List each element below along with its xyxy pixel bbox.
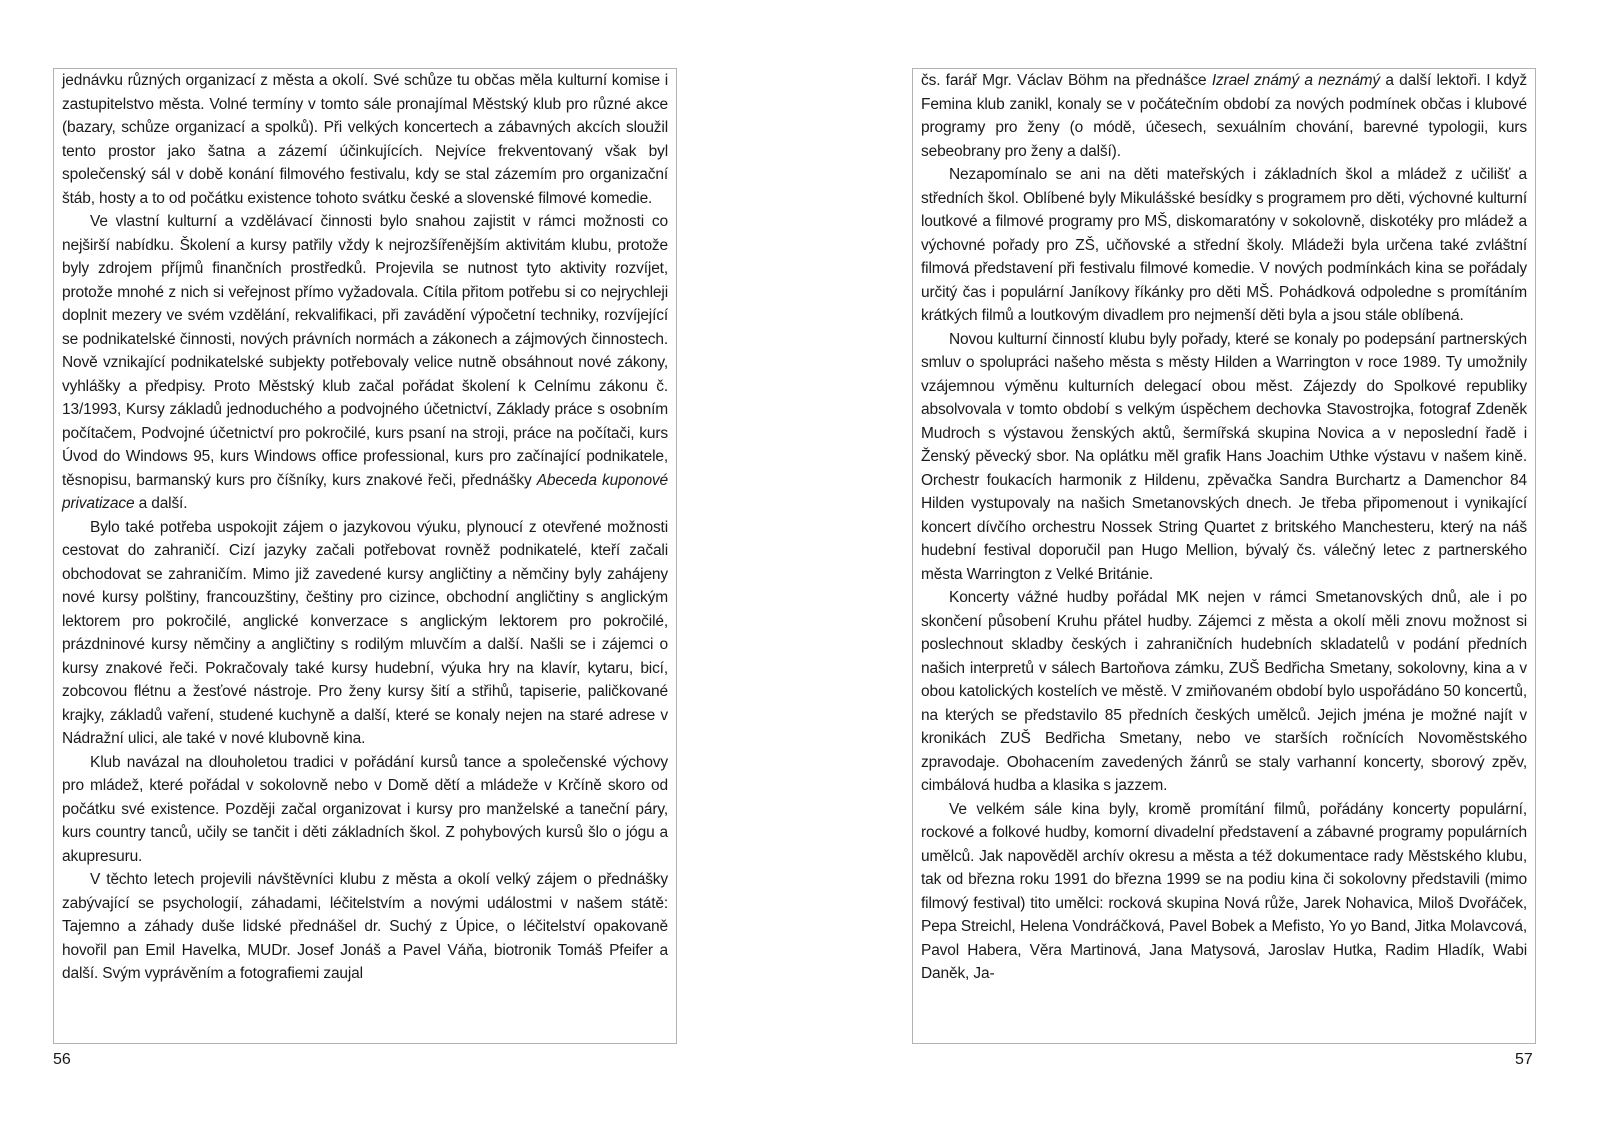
paragraph-text: jednávku různých organizací z města a okolí. Své schůze tu občas měla kulturní komise i zastupitelstvo města. Volné termíny v tomto sále pronajímal Městský klub pro různé akce (bazary, schůze organizací a spolků). Při velkých koncertech a zábavných akcích sloužil tento prostor jako šatna a zázemí účinkujících. Nejvíce frekventovaný však byl společenský sál v době konání filmového festivalu, kdy se stal zázemím pro organizační štáb, hosty a to od počátku existence tohoto svátku české a slovenské filmové komedie. bbox=[62, 72, 668, 207]
paragraph bbox=[921, 328, 1527, 587]
paragraph bbox=[62, 69, 668, 210]
paragraph bbox=[62, 751, 668, 869]
paragraph bbox=[921, 163, 1527, 328]
paragraph-text: Koncerty vážné hudby pořádal MK nejen v rámci Smetanovských dnů, ale i po skončení působení Kruhu přátel hudby. Zájemci z města a okolí měli znovu možnost si poslechnout skladby českých i zahraničních hudebních skladatelů v podání předních našich interpretů v sálech Bartoňova zámku, ZUŠ Bedřicha Smetany, sokolovny, kina a v obou katolických kostelích ve městě. V zmiňovaném období bylo uspořádáno 50 koncertů, na kterých se představilo 85 předních českých umělců. Jejich jména je možné najít v kronikách ZUŠ Bedřicha Smetany, nebo ve starších ročnících Novoměstského zpravodaje. Obohacením zavedených žánrů se staly varhanní koncerty, sborový zpěv, cimbálová hudba a klasika s jazzem. bbox=[921, 589, 1527, 794]
paragraph-text: Ve velkém sále kina byly, kromě promítání filmů, pořádány koncerty populární, rockové a folkové hudby, komorní divadelní představení a zábavné programy populárních umělců. Jak napověděl archív okresu a města a též dokumentace rady Městského klubu, tak od března roku 1991 do března 1999 se na podiu kina či sokolovny představili (mimo filmový festival) tito umělci: rocková skupina Nová růže, Jarek Nohavica, Miloš Dvořáček, Pepa Streichl, Helena Vondráčková, Pavel Bobek a Mefisto, Yo yo Band, Jitka Molavcová, Pavol Habera, Věra Martinová, Jana Matysová, Jaroslav Hutka, Radim Hladík, Wabi Daněk, Ja- bbox=[921, 800, 1527, 982]
paragraph-text: Nezapomínalo se ani na děti mateřských i základních škol a mládež z učilišť a středních škol. Oblíbené byly Mikulášské besídky s programem pro děti, výchovné kulturní loutkové a filmové programy pro MŠ, diskomaratóny v sokolovně, diskotéky pro mládež a výchovné pořady pro ZŠ, učňovské a střední školy. Mládeži byla určena také zvláštní filmová představení při festivalu filmové komedie. V nových podmínkách kina se pořádaly určitý čas i populární Janíkovy říkánky pro děti MŠ. Pohádková odpoledne s promítáním krátkých filmů a loutkovým divadlem pro nejmenší děti byla a jsou stále oblíbená. bbox=[921, 166, 1527, 324]
paragraph bbox=[921, 798, 1527, 986]
paragraph bbox=[921, 69, 1527, 163]
paragraph-text: čs. farář Mgr. Václav Böhm na přednášce bbox=[921, 72, 1212, 89]
left-page bbox=[53, 68, 677, 1044]
right-page-number: 57 bbox=[1515, 1051, 1533, 1068]
paragraph-text: Ve vlastní kulturní a vzdělávací činnosti bylo snahou zajistit v rámci možnosti co nejširší nabídku. Školení a kursy patřily vždy k nejrozšířenějším aktivitám klubu, protože byly zdrojem příjmů finančních prostředků. Projevila se nutnost tyto aktivity rozvíjet, protože mnohé z nich si veřejnost přímo vyžadovala. Cítila přitom potřebu si co nejrychleji doplnit mezery ve svém vzdělání, rekvalifikaci, při zavádění výpočetní techniky, rozvíjející se podnikatelské činnosti, nových právních normách a zákonech a zájmových činnostech. Nově vznikající podnikatelské subjekty potřebovaly velice nutně obsáhnout nové zákony, vyhlášky a předpisy. Proto Městský klub začal pořádat školení k Celnímu zákonu č. 13/1993, Kursy základů jednoduchého a podvojného účetnictví, Základy práce s osobním počítačem, Podvojné účetnictví pro pokročilé, kurs psaní na stroji, práce na počítači, kurs Úvod do Windows 95, kurs Windows office professional, kurs pro začínající podnikatele, těsnopisu, barmanský kurs pro číšníky, kurs znakové řeči, přednášky bbox=[62, 213, 668, 489]
paragraph-text: a další. bbox=[134, 495, 188, 512]
paragraph bbox=[921, 586, 1527, 798]
paragraph-text: V těchto letech projevili návštěvníci klubu z města a okolí velký zájem o přednášky zabývající se psychologií, záhadami, léčitelstvím a novými událostmi v našem státě: Tajemno a záhady duše lidské přednášel dr. Suchý z Úpice, o léčitelství opakovaně hovořil pan Emil Havelka, MUDr. Josef Jonáš a Pavel Váňa, biotronik Tomáš Pfeifer a další. Svým vyprávěním a fotografiemi zaujal bbox=[62, 871, 668, 982]
paragraph-text: Novou kulturní činností klubu byly pořady, které se konaly po podepsání partnerských smluv o spolupráci našeho města s městy Hilden a Warrington v roce 1989. Ty umožnily vzájemnou výměnu kulturních delegací obou měst. Zájezdy do Spolkové republiky absolvovala v tomto období s velkým úspěchem dechovka Stavostrojka, fotograf Zdeněk Mudroch s výstavou ženských aktů, šermířská skupina Novica a v neposlední řadě i Ženský pěvecký sbor. Na oplátku měl grafik Hans Joachim Uthke výstavu v našem kině. Orchestr foukacích harmonik z Hildenu, zpěvačka Sandra Burchartz a Damenchor 84 Hilden vystupovaly na našich Smetanovských dnech. Je třeba připomenout i vynikající koncert dívčího orchestru Nossek String Quartet z britského Manchesteru, který na náš hudební festival doporučil pan Hugo Mellion, bývalý čs. válečný letec z partnerského města Warrington z Velké Británie. bbox=[921, 330, 1527, 583]
italic-title: Izrael známý a neznámý bbox=[1211, 72, 1381, 89]
left-page-number: 56 bbox=[53, 1051, 71, 1068]
right-page bbox=[912, 68, 1536, 1044]
paragraph-text: Klub navázal na dlouholetou tradici v pořádání kursů tance a společenské výchovy pro mládež, které pořádal v sokolovně nebo v Domě dětí a mládeže v Krčíně skoro od počátku své existence. Později začal organizovat i kursy pro manželské a taneční páry, kurs country tanců, učily se tančit i děti základních škol. Z pohybových kursů šlo o jógu a akupresuru. bbox=[62, 753, 668, 865]
paragraph bbox=[62, 210, 668, 516]
paragraph bbox=[62, 868, 668, 986]
italic-title: Abeceda kuponové privatizace bbox=[62, 471, 668, 512]
paragraph bbox=[62, 516, 668, 751]
paragraph-text: a další lektoři. I když Femina klub zanikl, konaly se v počátečním období za nových podmínek občas i klubové programy pro ženy (o módě, účesech, sexuálním chování, barevné typologii, kurs sebeobrany pro ženy a další). bbox=[921, 72, 1527, 160]
paragraph-text: Bylo také potřeba uspokojit zájem o jazykovou výuku, plynoucí z otevřené možnosti cestovat do zahraničí. Cizí jazyky začali potřebovat rovněž podnikatelé, kteří začali obchodovat se zahraničím. Mimo již zavedené kursy angličtiny a němčiny byly zahájeny nové kursy polštiny, francouzštiny, češtiny pro cizince, obchodní angličtiny s anglickým lektorem pro pokročilé, anglické konverzace s anglickým lektorem pro pokročilé, prázdninové kursy němčiny a angličtiny s rodilým mluvčím a další. Našli se i zájemci o kursy znakové řeči. Pokračovaly také kursy hudební, výuka hry na klavír, kytaru, bicí, zobcovou flétnu a žesťové nástroje. Pro ženy kursy šití a střihů, tapiserie, paličkované krajky, základů vaření, studené kuchyně a další, které se konaly nejen na staré adrese v Nádražní ulici, ale také v nové klubovně kina. bbox=[62, 518, 668, 747]
